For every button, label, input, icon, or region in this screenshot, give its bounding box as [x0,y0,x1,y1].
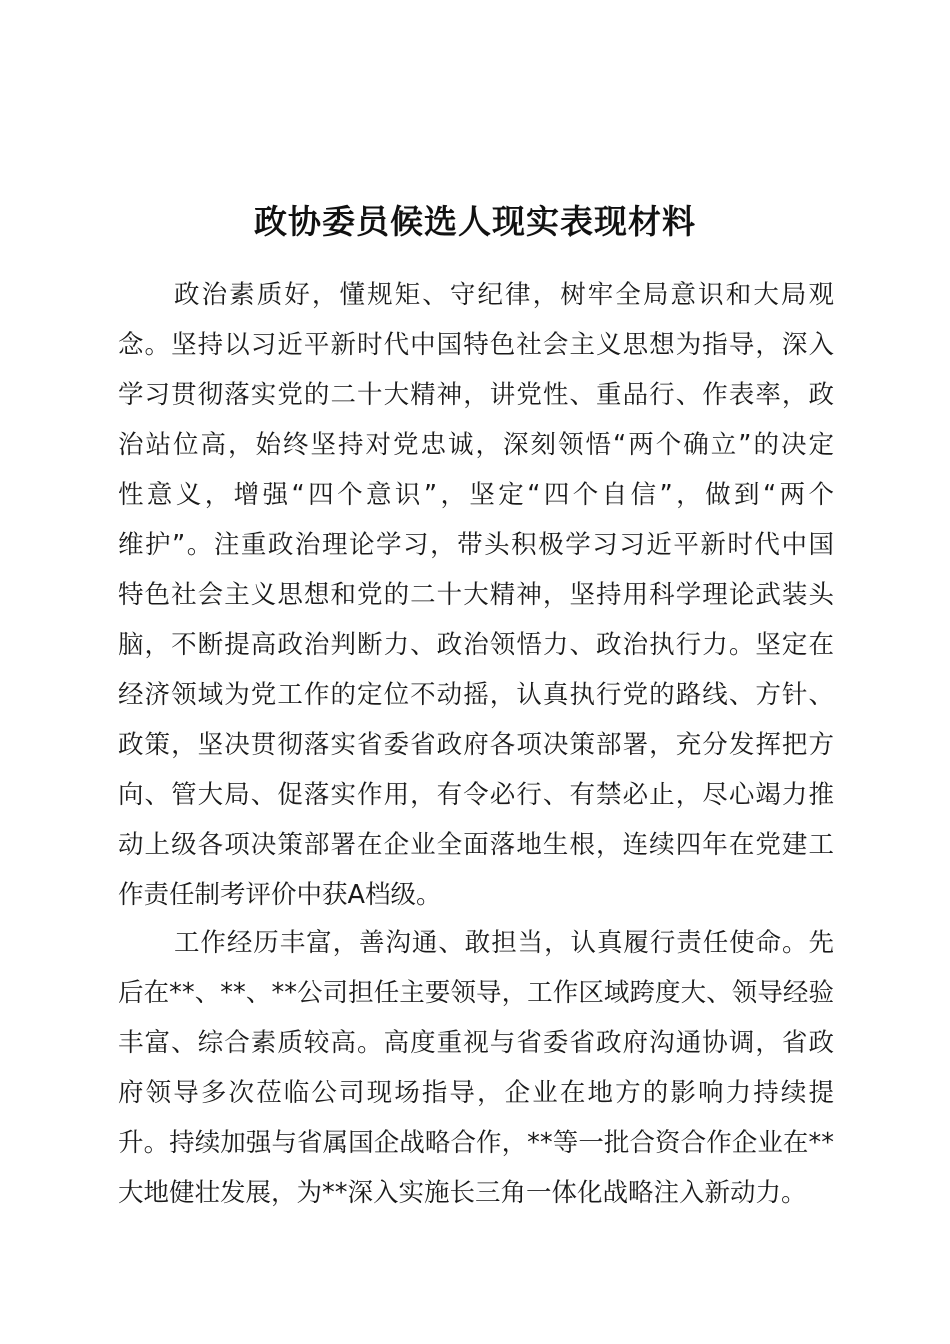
paragraph-line: 府领导多次莅临公司现场指导，企业在地方的影响力持续提 [118,1078,834,1108]
paragraph-line: 工作经历丰富，善沟通、敢担当，认真履行责任使命。先 [174,928,834,958]
paragraph-line: 念。坚持以习近平新时代中国特色社会主义思想为指导，深入 [118,330,834,360]
document-title: 政协委员候选人现实表现材料 [254,202,696,241]
paragraph-line: 后在**、**、**公司担任主要领导，工作区域跨度大、领导经验 [118,978,834,1008]
paragraph-line: 作责任制考评价中获A档级。 [118,880,442,910]
paragraph-line: 向、管大局、促落实作用，有令必行、有禁必止，尽心竭力推 [118,780,834,810]
paragraph-line: 升。持续加强与省属国企战略合作，**等一批合资合作企业在** [118,1128,834,1158]
paragraph-line: 动上级各项决策部署在企业全面落地生根，连续四年在党建工 [118,830,834,860]
paragraph-line: 丰富、综合素质较高。高度重视与省委省政府沟通协调，省政 [118,1028,834,1058]
paragraph-political-quality [118,270,834,920]
paragraph-line: 脑，不断提高政治判断力、政治领悟力、政治执行力。坚定在 [118,630,834,660]
paragraph-line: 维护”。注重政治理论学习，带头积极学习习近平新时代中国 [118,530,834,560]
paragraph-line: 经济领域为党工作的定位不动摇，认真执行党的路线、方针、 [118,680,834,710]
paragraph-line: 特色社会主义思想和党的二十大精神，坚持用科学理论武装头 [118,580,834,610]
paragraph-work-experience [118,918,834,1218]
paragraph-line: 治站位高，始终坚持对党忠诚，深刻领悟“两个确立”的决定 [118,430,834,460]
paragraph-line: 性意义，增强“四个意识”，坚定“四个自信”，做到“两个 [118,480,834,510]
paragraph-line: 学习贯彻落实党的二十大精神，讲党性、重品行、作表率，政 [118,380,834,410]
paragraph-line: 政治素质好，懂规矩、守纪律，树牢全局意识和大局观 [174,280,834,310]
paragraph-line: 政策，坚决贯彻落实省委省政府各项决策部署，充分发挥把方 [118,730,834,760]
paragraph-line: 大地健壮发展，为**深入实施长三角一体化战略注入新动力。 [118,1178,807,1208]
